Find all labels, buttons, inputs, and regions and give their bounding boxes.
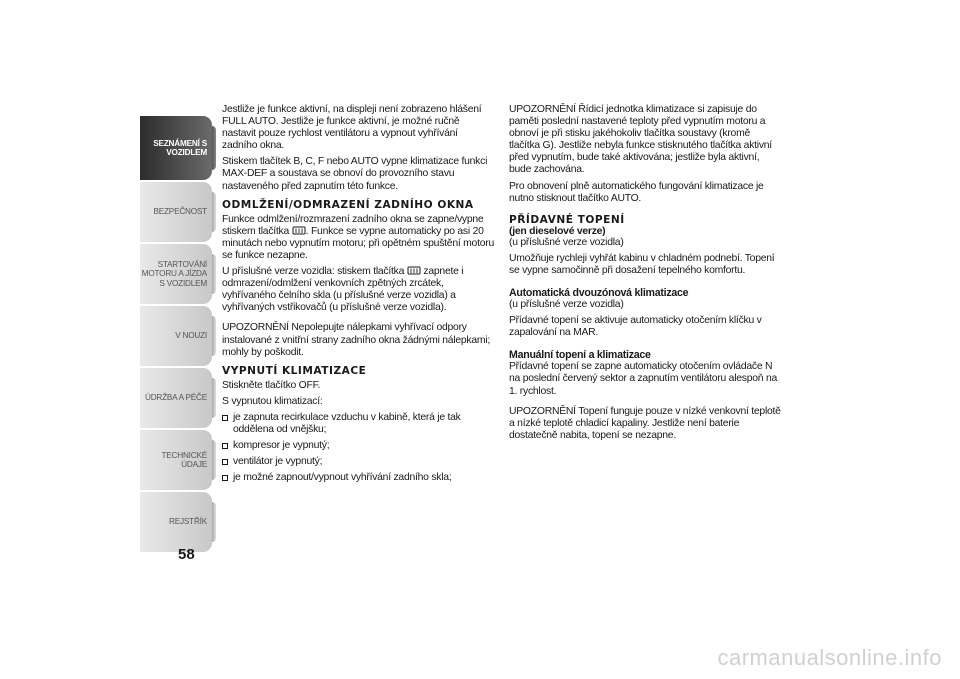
checkbox-bullet-icon [222, 475, 228, 481]
list-item [222, 472, 494, 484]
heading-diesel-only: (jen dieselové verze) [509, 225, 606, 237]
paragraph: Stiskněte tlačítko OFF. [222, 379, 321, 391]
rear-defrost-icon [407, 266, 421, 276]
tab-rejstrik[interactable] [140, 492, 212, 552]
tab-label: SEZNÁMENÍ S VOZIDLEM [153, 138, 207, 157]
checkbox-bullet-icon [222, 443, 228, 449]
checkbox-bullet-icon [222, 415, 228, 421]
tab-label: TECHNICKÉ ÚDAJE [161, 450, 207, 469]
right-column [509, 104, 781, 446]
paragraph [222, 214, 494, 262]
list-item [222, 412, 494, 436]
heading-rear-window-defrost: ODMLŽENÍ/ODMRAZENÍ ZADNÍHO OKNA [222, 198, 474, 211]
left-column [222, 104, 494, 488]
version-note: (u příslušné verze vozidla) [509, 299, 624, 311]
tab-v-nouzi[interactable] [140, 306, 212, 366]
list-item-text: kompresor je vypnutý; [233, 440, 330, 452]
paragraph: Přídavné topení se aktivuje automaticky otočením klíčku v zapalování na MAR. [509, 315, 762, 339]
tab-label: ÚDRŽBA A PÉČE [144, 393, 207, 403]
bullet-list [222, 412, 494, 484]
heading-auto-dual-zone: Automatická dvouzónová klimatizace [509, 287, 689, 300]
text-fragment: . Funkce se vypne automaticky po asi 20 minutách nebo vypnutím motoru; při opětném spuštění motoru se funkce nezapne. [222, 225, 494, 261]
warning-note: UPOZORNĚNÍ Řídicí jednotka klimatizace si zapisuje do paměti poslední nastavené teploty před vypnutím motoru a obnoví je při stisku jakéhokoliv tlačítka soustavy (kromě tlačítka G). Jestliže nebyla funkce stisknutého tlačítka aktivní před vypnutím, bude také aktivována; jestliže byla aktivní, bude zachována. [509, 104, 772, 176]
tab-label: STARTOVÁNÍ MOTORU A JÍZDA S VOZIDLEM [141, 259, 207, 288]
text-fragment: zapnete i odmrazení/odmlžení venkovních zpětných zrcátek, vyhřívaného čelního skla (u příslušné verze vozidla) a vyhřívaných vstřikovačů (u příslušné verze vozidla). [222, 266, 464, 314]
heading-manual-heating: Manuální topení a klimatizace [509, 349, 651, 362]
page-number: 58 [178, 546, 195, 563]
warning-note: UPOZORNĚNÍ Nepolepujte nálepkami vyhřívací odpory instalované z vnitřní strany zadního okna žádnými nálepkami; mohly by poškodit. [222, 322, 491, 358]
paragraph: Přídavné topení se zapne automaticky otočením ovládače N na poslední červený sektor a zapnutím ventilátoru alespoň na 1. rychlost. [509, 361, 778, 397]
tab-udrzba[interactable] [140, 368, 212, 428]
paragraph [222, 266, 494, 314]
text-fragment: U příslušné verze vozidla: stiskem tlačítka [222, 266, 405, 278]
paragraph: S vypnutou klimatizací: [222, 395, 323, 407]
tab-startovani[interactable] [140, 244, 212, 304]
paragraph: Stiskem tlačítek B, C, F nebo AUTO vypne klimatizace funkci MAX-DEF a soustava se obnoví do provozního stavu nastaveného před zapnutím této funkce. [222, 156, 488, 192]
chapter-tabs [140, 116, 212, 554]
tab-label: V NOUZI [175, 331, 207, 341]
list-item-text: je zapnuta recirkulace vzduchu v kabině, která je tak oddělena od vnějšku; [233, 411, 461, 435]
tab-bezpecnost[interactable] [140, 182, 212, 242]
heading-auxiliary-heater: PŘÍDAVNÉ TOPENÍ [509, 213, 625, 226]
list-item-text: je možné zapnout/vypnout vyhřívání zadního skla; [233, 472, 452, 484]
heading-climate-off: VYPNUTÍ KLIMATIZACE [222, 364, 367, 377]
paragraph: Pro obnovení plně automatického fungování klimatizace je nutno stisknout tlačítko AUTO. [509, 180, 764, 204]
tab-label: REJSTŘÍK [169, 517, 207, 527]
version-note: (u příslušné verze vozidla) [509, 236, 624, 248]
tab-seznameni-s-vozidlem[interactable] [140, 116, 212, 180]
paragraph: Jestliže je funkce aktivní, na displeji není zobrazeno hlášení FULL AUTO. Jestliže je funkce aktivní, je možné ručně nastavit pouze rychlost ventilátoru a vypnout vyhřívání zadního okna. [222, 104, 482, 152]
paragraph: Umožňuje rychleji vyhřát kabinu v chladném podnebí. Topení se vypne samočinně při dosažení tepelného komfortu. [509, 252, 775, 276]
list-item [222, 456, 494, 468]
list-item [222, 440, 494, 452]
list-item-text: ventilátor je vypnutý; [233, 456, 323, 468]
watermark-text: carmanualsonline.info [717, 645, 942, 670]
warning-note: UPOZORNĚNÍ Topení funguje pouze v nízké venkovní teplotě a nízké teplotě chladicí kapaliny. Jestliže není baterie dostatečně nabita, topení se nezapne. [509, 405, 781, 441]
rear-defrost-icon [292, 226, 306, 236]
text-fragment: Funkce odmlžení/rozmrazení zadního okna se zapne/vypne stiskem tlačítka [222, 213, 484, 237]
tab-technicke-udaje[interactable] [140, 430, 212, 490]
tab-label: BEZPEČNOST [153, 207, 207, 217]
checkbox-bullet-icon [222, 459, 228, 465]
